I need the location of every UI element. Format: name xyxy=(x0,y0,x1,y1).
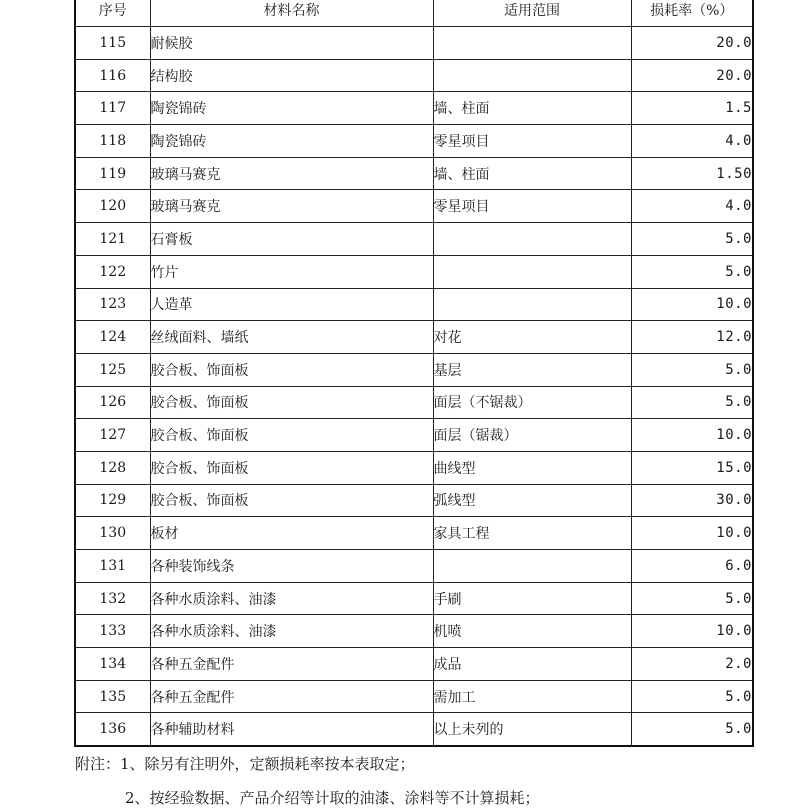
cell-material-name: 各种五金配件 xyxy=(150,680,433,713)
cell-loss-rate: 4.0 xyxy=(631,190,753,223)
cell-applicable-scope: 对花 xyxy=(433,321,631,354)
cell-serial-no: 124 xyxy=(75,321,150,354)
cell-loss-rate: 12.0 xyxy=(631,321,753,354)
cell-serial-no: 128 xyxy=(75,451,150,484)
cell-applicable-scope: 基层 xyxy=(433,353,631,386)
cell-serial-no: 116 xyxy=(75,59,150,92)
cell-applicable-scope: 以上未列的 xyxy=(433,713,631,746)
cell-applicable-scope: 家具工程 xyxy=(433,517,631,550)
cell-serial-no: 125 xyxy=(75,353,150,386)
cell-serial-no: 123 xyxy=(75,288,150,321)
cell-material-name: 胶合板、饰面板 xyxy=(150,353,433,386)
cell-material-name: 竹片 xyxy=(150,255,433,288)
table-row xyxy=(75,648,753,681)
cell-material-name: 玻璃马赛克 xyxy=(150,157,433,190)
cell-loss-rate: 10.0 xyxy=(631,288,753,321)
cell-serial-no: 121 xyxy=(75,223,150,256)
cell-loss-rate: 5.0 xyxy=(631,680,753,713)
cell-loss-rate: 5.0 xyxy=(631,386,753,419)
header-loss-rate: 损耗率（%） xyxy=(631,0,753,27)
cell-applicable-scope: 面层（锯裁） xyxy=(433,419,631,452)
cell-applicable-scope xyxy=(433,288,631,321)
cell-material-name: 胶合板、饰面板 xyxy=(150,451,433,484)
cell-material-name: 陶瓷锦砖 xyxy=(150,92,433,125)
table-row xyxy=(75,321,753,354)
footnote-line-2: 2、按经验数据、产品介绍等计取的油漆、涂料等不计算损耗； xyxy=(125,789,540,807)
header-material-name: 材料名称 xyxy=(150,0,433,27)
cell-loss-rate: 30.0 xyxy=(631,484,753,517)
cell-serial-no: 127 xyxy=(75,419,150,452)
table-row xyxy=(75,92,753,125)
cell-material-name: 胶合板、饰面板 xyxy=(150,386,433,419)
cell-serial-no: 118 xyxy=(75,125,150,158)
cell-applicable-scope: 墙、柱面 xyxy=(433,157,631,190)
table-row xyxy=(75,517,753,550)
header-row xyxy=(75,0,753,27)
cell-serial-no: 126 xyxy=(75,386,150,419)
cell-loss-rate: 20.0 xyxy=(631,27,753,60)
cell-loss-rate: 15.0 xyxy=(631,451,753,484)
cell-applicable-scope: 机喷 xyxy=(433,615,631,648)
cell-applicable-scope: 零星项目 xyxy=(433,190,631,223)
cell-serial-no: 134 xyxy=(75,648,150,681)
table-row xyxy=(75,582,753,615)
cell-serial-no: 120 xyxy=(75,190,150,223)
cell-material-name: 各种水质涂料、油漆 xyxy=(150,615,433,648)
cell-serial-no: 131 xyxy=(75,550,150,583)
table-row xyxy=(75,550,753,583)
cell-material-name: 耐候胶 xyxy=(150,27,433,60)
cell-applicable-scope: 曲线型 xyxy=(433,451,631,484)
table-row xyxy=(75,353,753,386)
cell-material-name: 板材 xyxy=(150,517,433,550)
cell-applicable-scope: 面层（不锯裁） xyxy=(433,386,631,419)
cell-material-name: 胶合板、饰面板 xyxy=(150,419,433,452)
table-row xyxy=(75,615,753,648)
cell-loss-rate: 5.0 xyxy=(631,353,753,386)
cell-loss-rate: 5.0 xyxy=(631,713,753,746)
cell-serial-no: 135 xyxy=(75,680,150,713)
cell-applicable-scope: 手刷 xyxy=(433,582,631,615)
cell-loss-rate: 4.0 xyxy=(631,125,753,158)
cell-applicable-scope: 成品 xyxy=(433,648,631,681)
table-body xyxy=(75,27,753,747)
loss-rate-table xyxy=(74,0,754,747)
table-row xyxy=(75,125,753,158)
cell-serial-no: 136 xyxy=(75,713,150,746)
cell-material-name: 陶瓷锦砖 xyxy=(150,125,433,158)
cell-applicable-scope xyxy=(433,255,631,288)
footnote-line-1: 附注：1、除另有注明外，定额损耗率按本表取定； xyxy=(75,755,415,773)
cell-applicable-scope xyxy=(433,59,631,92)
cell-serial-no: 117 xyxy=(75,92,150,125)
cell-serial-no: 133 xyxy=(75,615,150,648)
cell-material-name: 人造革 xyxy=(150,288,433,321)
cell-loss-rate: 1.5 xyxy=(631,92,753,125)
cell-applicable-scope xyxy=(433,27,631,60)
cell-serial-no: 130 xyxy=(75,517,150,550)
table-row xyxy=(75,255,753,288)
cell-loss-rate: 5.0 xyxy=(631,223,753,256)
table-header xyxy=(75,0,753,27)
cell-applicable-scope xyxy=(433,550,631,583)
table-row xyxy=(75,484,753,517)
cell-loss-rate: 1.50 xyxy=(631,157,753,190)
cell-loss-rate: 5.0 xyxy=(631,582,753,615)
table-row xyxy=(75,680,753,713)
cell-material-name: 丝绒面料、墙纸 xyxy=(150,321,433,354)
cell-applicable-scope: 墙、柱面 xyxy=(433,92,631,125)
cell-material-name: 玻璃马赛克 xyxy=(150,190,433,223)
cell-loss-rate: 5.0 xyxy=(631,255,753,288)
table-row xyxy=(75,713,753,746)
table-row xyxy=(75,451,753,484)
cell-applicable-scope: 弧线型 xyxy=(433,484,631,517)
cell-applicable-scope: 需加工 xyxy=(433,680,631,713)
cell-applicable-scope: 零星项目 xyxy=(433,125,631,158)
cell-loss-rate: 10.0 xyxy=(631,517,753,550)
table-row xyxy=(75,386,753,419)
table-row xyxy=(75,190,753,223)
cell-applicable-scope xyxy=(433,223,631,256)
cell-serial-no: 129 xyxy=(75,484,150,517)
cell-serial-no: 122 xyxy=(75,255,150,288)
cell-loss-rate: 6.0 xyxy=(631,550,753,583)
cell-serial-no: 119 xyxy=(75,157,150,190)
cell-loss-rate: 20.0 xyxy=(631,59,753,92)
header-serial-no: 序号 xyxy=(75,0,150,27)
table-row xyxy=(75,27,753,60)
table-row xyxy=(75,157,753,190)
table-row xyxy=(75,223,753,256)
cell-serial-no: 115 xyxy=(75,27,150,60)
cell-material-name: 胶合板、饰面板 xyxy=(150,484,433,517)
header-applicable-scope: 适用范围 xyxy=(433,0,631,27)
table-row xyxy=(75,59,753,92)
table-row xyxy=(75,288,753,321)
cell-serial-no: 132 xyxy=(75,582,150,615)
cell-loss-rate: 10.0 xyxy=(631,615,753,648)
cell-loss-rate: 2.0 xyxy=(631,648,753,681)
table-row xyxy=(75,419,753,452)
cell-material-name: 各种装饰线条 xyxy=(150,550,433,583)
cell-loss-rate: 10.0 xyxy=(631,419,753,452)
cell-material-name: 各种五金配件 xyxy=(150,648,433,681)
cell-material-name: 石膏板 xyxy=(150,223,433,256)
cell-material-name: 各种辅助材料 xyxy=(150,713,433,746)
cell-material-name: 结构胶 xyxy=(150,59,433,92)
cell-material-name: 各种水质涂料、油漆 xyxy=(150,582,433,615)
